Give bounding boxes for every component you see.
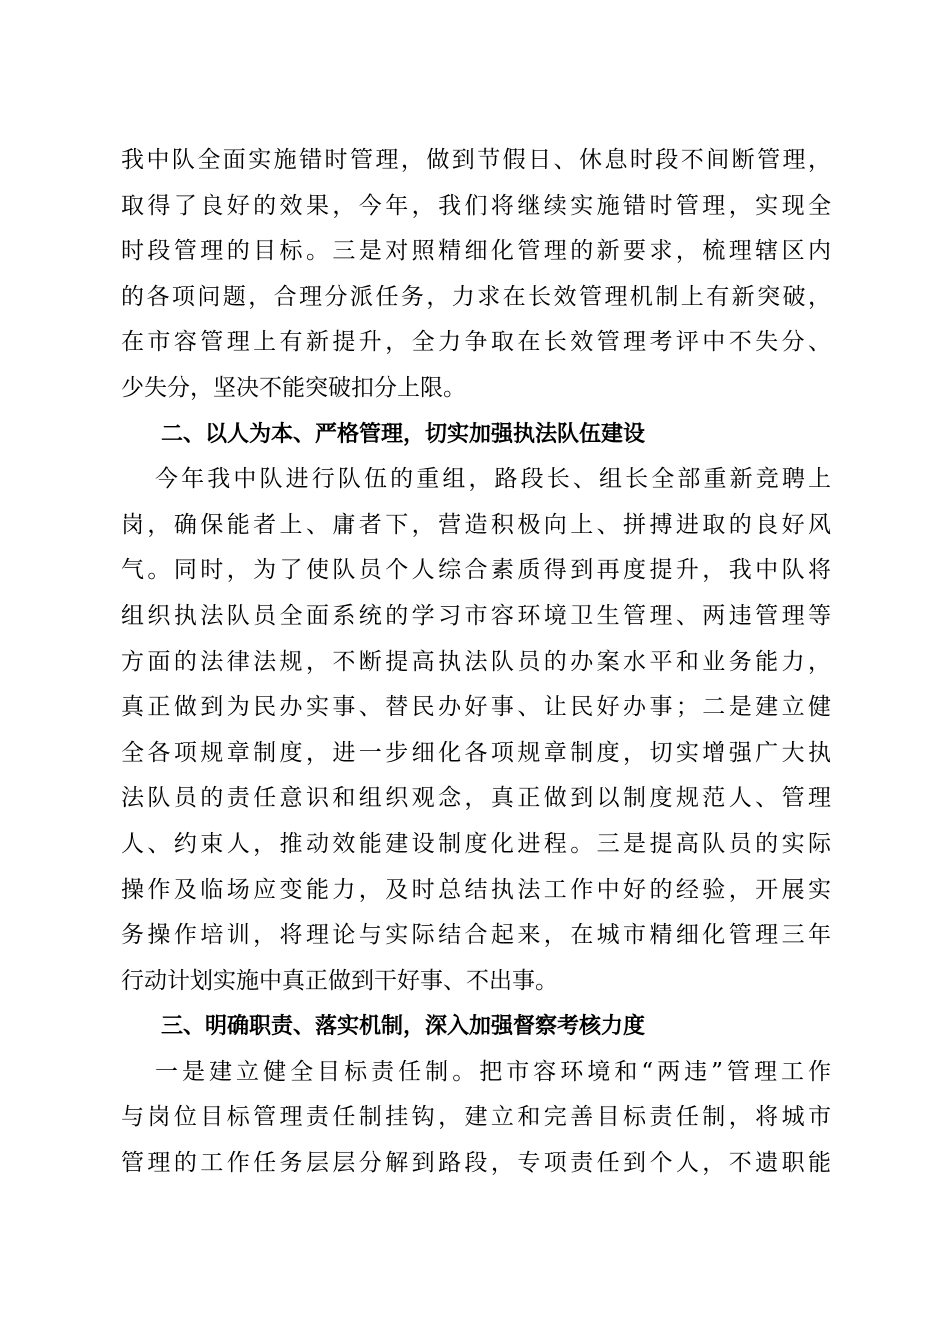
section-heading: 三、明确职责、落实机制，深入加强督察考核力度	[161, 1014, 646, 1040]
text-line: 今年我中队进行队伍的重组，路段长、组长全部重新竞聘上	[155, 466, 831, 493]
text-line: 人、约束人，推动效能建设制度化进程。三是提高队员的实际	[121, 830, 831, 857]
text-line: 真正做到为民办实事、替民办好事、让民好办事；二是建立健	[121, 694, 831, 721]
text-line: 在市容管理上有新提升，全力争取在长效管理考评中不失分、	[121, 329, 831, 356]
text-line: 一是建立健全目标责任制。把市容环境和“两违”管理工作	[155, 1058, 831, 1085]
text-line: 少失分，坚决不能突破扣分上限。	[121, 374, 466, 401]
text-line: 操作及临场应变能力，及时总结执法工作中好的经验，开展实	[121, 876, 831, 903]
text-line: 方面的法律法规，不断提高执法队员的办案水平和业务能力，	[121, 648, 831, 675]
text-line: 气。同时，为了使队员个人综合素质得到再度提升，我中队将	[121, 557, 831, 584]
text-line: 取得了良好的效果，今年，我们将继续实施错时管理，实现全	[121, 192, 831, 219]
text-line: 岗，确保能者上、庸者下，营造积极向上、拼搏进取的良好风	[121, 511, 831, 538]
document-page	[121, 138, 831, 1187]
text-line: 组织执法队员全面系统的学习市容环境卫生管理、两违管理等	[121, 602, 831, 629]
text-line: 管理的工作任务层层分解到路段，专项责任到个人，不遗职能	[121, 1150, 831, 1177]
text-line: 时段管理的目标。三是对照精细化管理的新要求，梳理辖区内	[121, 238, 831, 265]
text-line: 全各项规章制度，进一步细化各项规章制度，切实增强广大执	[121, 739, 831, 766]
text-line: 务操作培训，将理论与实际结合起来，在城市精细化管理三年	[121, 922, 831, 949]
text-line: 行动计划实施中真正做到干好事、不出事。	[121, 967, 558, 994]
text-line: 法队员的责任意识和组织观念，真正做到以制度规范人、管理	[121, 785, 831, 812]
text-line: 我中队全面实施错时管理，做到节假日、休息时段不间断管理，	[121, 147, 831, 173]
text-line: 与岗位目标管理责任制挂钩，建立和完善目标责任制，将城市	[121, 1104, 831, 1131]
text-line: 的各项问题，合理分派任务，力求在长效管理机制上有新突破，	[121, 283, 831, 310]
section-heading: 二、以人为本、严格管理，切实加强执法队伍建设	[161, 421, 646, 447]
